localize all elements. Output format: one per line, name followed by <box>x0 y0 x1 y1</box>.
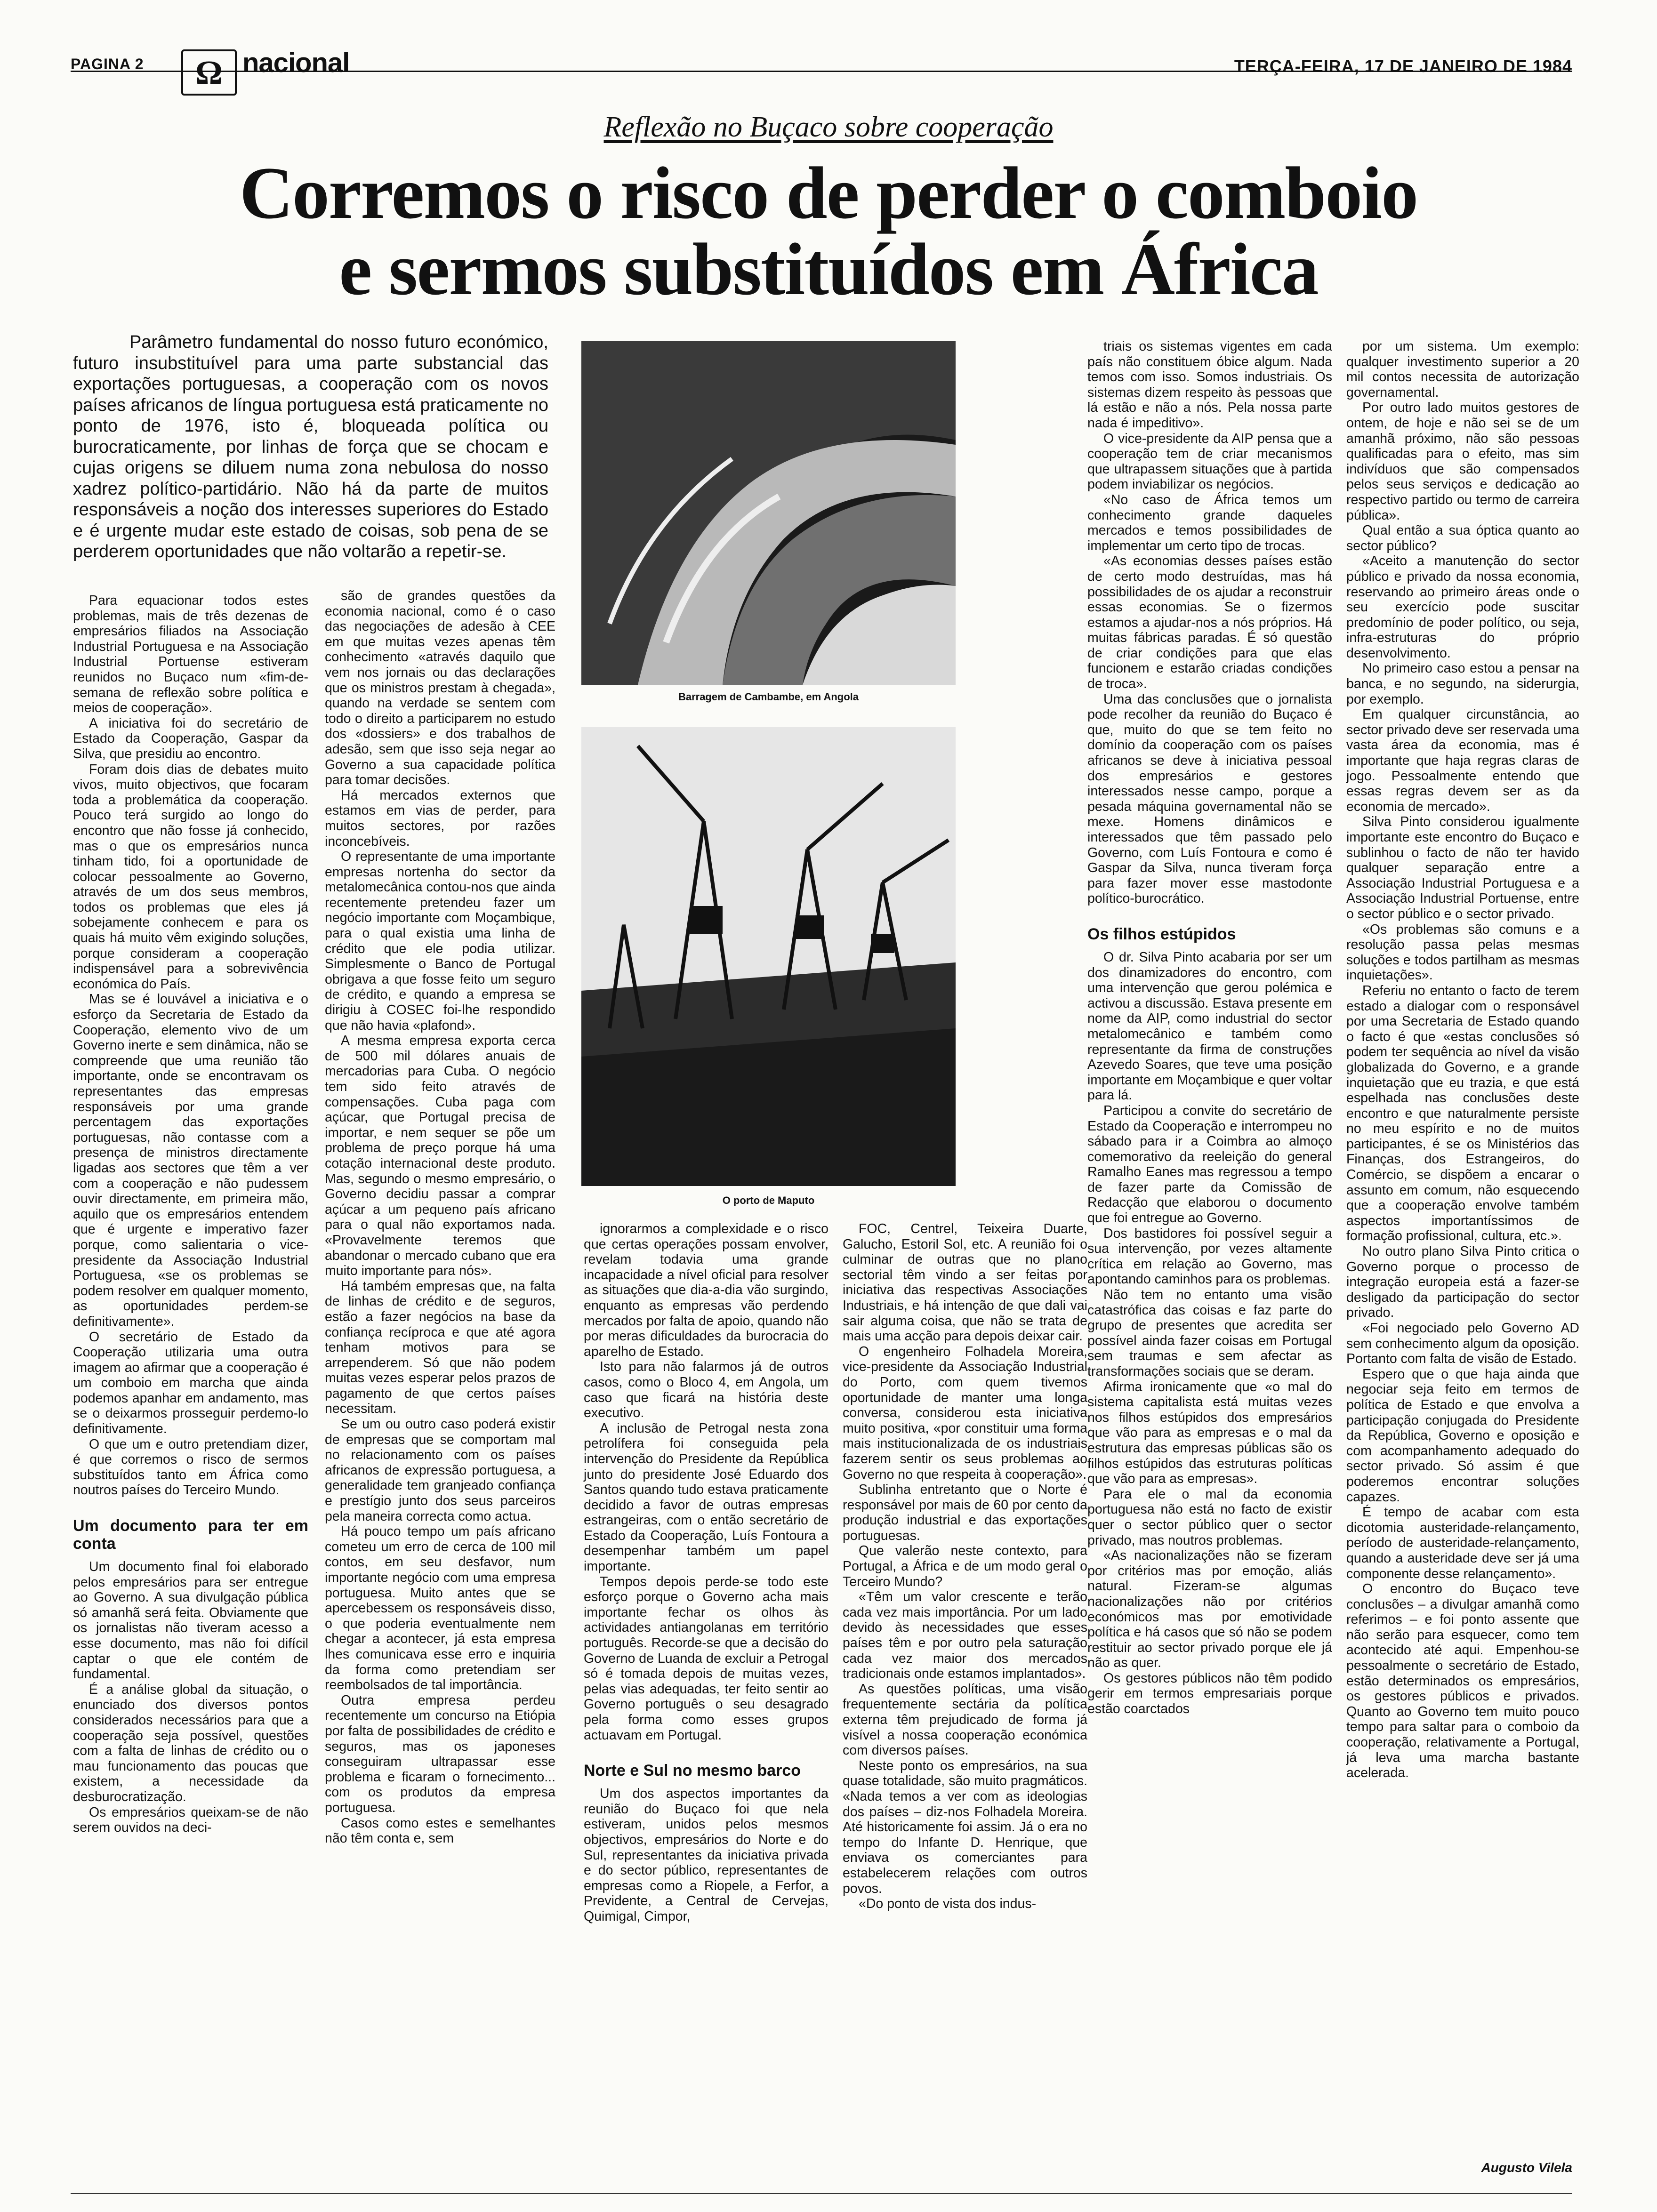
subheading-norte-sul: Norte e Sul no mesmo barco <box>584 1762 801 1780</box>
column-6 <box>1346 339 1579 1781</box>
headline <box>75 152 1582 311</box>
paragraph: Silva Pinto considerou igualmente importante este encontro do Buçaco e sublinhou o facto de não ter havido qualquer separação entre a Associação Industrial Portuguesa e a Associação Industrial Portuense, entre o sector público e o sector privado. <box>1346 814 1579 922</box>
column-3 <box>584 1221 828 1924</box>
paragraph: Tempos depois perde-se todo este esforço porque o Governo acha mais importante fechar os olhos às actividades antiangolanas em território português. Recorde-se que a decisão do Governo de Luanda de excluir a Petrogal só é tomada depois de muitas vezes, pelas vias adequadas, ter feito sentir ao Governo português o seu desagrado pela forma como esses grupos actuavam em Portugal. <box>584 1574 828 1743</box>
paragraph: Há também empresas que, na falta de linhas de crédito e de seguros, estão a fazer negócios na base da confiança recíproca e que até agora tenham motivos para se arrependerem. Só que não podem muitas vezes esperar pelos prazos de pagamento de que certos países necessitam. <box>325 1278 555 1417</box>
paragraph: «No caso de África temos um conhecimento grande daqueles mercados e temos possibilidades de implementar um certo tipo de trocas. <box>1087 492 1332 553</box>
paragraph: No primeiro caso estou a pensar na banca, e no segundo, na siderurgia, por exemplo. <box>1346 661 1579 707</box>
paragraph: Outra empresa perdeu recentemente um concurso na Etiópia por falta de possibilidades de crédito e seguros, mas os japoneses conseguiram ultrapassar esse problema e ficaram o fornecimento... com os produtos da empresa portuguesa. <box>325 1692 555 1815</box>
column-2 <box>325 588 555 1846</box>
subheading-documento: Um documento para ter em conta <box>73 1517 308 1553</box>
paragraph: Afirma ironicamente que «o mal do sistema capitalista está muitas vezes nos filhos estúpidos dos empresários que vão para as empresas e o mal da estrutura das empresas públicas são os filhos estúpidos das estruturas políticas que vão para as empresas». <box>1087 1379 1332 1487</box>
col3-body <box>584 1221 828 1743</box>
issue-date: TERÇA-FEIRA, 17 DE JANEIRO DE 1984 <box>1234 56 1572 76</box>
paragraph: FOC, Centrel, Teixeira Duarte, Galucho, Estoril Sol, etc. A reunião foi o culminar de outras que no plano sectorial têm vindo a ser feitas por iniciativa das respectivas Associações Industriais, e há intenção de que dali vai sair alguma coisa, que não se trata de mais uma acção para depois deixar cair. <box>843 1221 1087 1344</box>
column-1 <box>73 593 308 1835</box>
byline: Augusto Vilela <box>1481 2160 1572 2175</box>
page-number: PAGINA 2 <box>71 56 144 72</box>
port-illustration <box>581 727 956 1186</box>
paragraph: Dos bastidores foi possível seguir a sua intervenção, por vezes altamente crítica em relação ao Governo, mas apontando caminhos para os problemas. <box>1087 1226 1332 1287</box>
paragraph: Não tem no entanto uma visão catastrófica das coisas e faz parte do grupo de presentes que acredita ser possível ainda fazer coisas em Portugal sem traumas e sem afectar as transformações sociais que se deram. <box>1087 1287 1332 1379</box>
paragraph: O secretário de Estado da Cooperação utilizaria uma outra imagem ao afirmar que a cooperação é um comboio em marcha que ainda podemos apanhar em andamento, mas se o deixarmos prosseguir perdemo-lo definitivamente. <box>73 1329 308 1437</box>
headline-line-2: e sermos substituídos em África <box>339 228 1318 311</box>
paragraph: Neste ponto os empresários, na sua quase totalidade, são muito pragmáticos. «Nada temos a ver com as ideologias dos países – diz-nos Folhadela Moreira. Até historicamente foi assim. Já o era no tempo do Infante D. Henrique, que enviava os comerciantes para estabelecerem relações com outros povos. <box>843 1758 1087 1896</box>
paragraph: Há pouco tempo um país africano cometeu um erro de cerca de 100 mil contos, em seu desfavor, num importante negócio com uma empresa portuguesa. Muito antes que se apercebessem os responsáveis disso, o que poderia eventualmente nem chegar a acontecer, já esta empresa lhes comunicava esse erro e inquiria da forma como pretendiam ser reembolsados de tal importância. <box>325 1524 555 1693</box>
col1b-body <box>73 1559 308 1835</box>
col3b-body <box>584 1786 828 1924</box>
paragraph: Espero que o que haja ainda que negociar seja feito em termos de política de Estado e que envolva a participação conjugada do Presidente da República, Governo e oposição e com acompanhamento adequado do sector privado. Só assim é que poderemos encontrar soluções capazes. <box>1346 1366 1579 1505</box>
paragraph: Mas se é louvável a iniciativa e o esforço da Secretaria de Estado da Cooperação, elemento vivo de um Governo inerte e sem dinâmica, não se compreende que uma reunião tão importante, onde se encontravam os representantes das empresas responsáveis por uma grande percentagem das exportações portuguesas, não contasse com a presença de ministros directamente ligadas aos sectores que têm a ver com a cooperação e não pudessem ouvir directamente, em primeira mão, aquilo que os empresários entendem que é urgente e imperativo fazer porque, como salientaria o vice-presidente da Associação Industrial Portuguesa, «se os problemas se podem resolver em qualquer momento, as oportunidades perdem-se definitivamente». <box>73 992 308 1329</box>
col5b-body <box>1087 950 1332 1717</box>
paragraph: A inclusão de Petrogal nesta zona petrolífera foi conseguida pela intervenção do Presidente da República junto do presidente José Eduardo dos Santos quando tudo estava praticamente decidido a favor de outras empresas estrangeiras, com o então secretário de Estado da Cooperação, Luís Fontoura a desempenhar também um papel importante. <box>584 1420 828 1574</box>
paragraph: Um documento final foi elaborado pelos empresários para ser entregue ao Governo. A sua divulgação pública só amanhã será feita. Obviamente que os jornalistas não tiveram acesso a esse documento, mas não foi difícil captar o que ele contém de fundamental. <box>73 1559 308 1682</box>
paragraph: A iniciativa foi do secretário de Estado da Cooperação, Gaspar da Silva, que presidiu ao encontro. <box>73 715 308 761</box>
paragraph: Sublinha entretanto que o Norte é responsável por mais de 60 por cento da produção industrial e das exportações portuguesas. <box>843 1482 1087 1543</box>
paragraph: «Do ponto de vista dos indus- <box>859 1896 1037 1912</box>
paragraph: «As nacionalizações não se fizeram por critérios mas por emoção, aliás natural. Fizeram-se algumas nacionalizações não por critérios económicos mas por emotividade política e há casos que só não se podem restituir ao sector privado porque ele já não as quer. <box>1087 1548 1332 1671</box>
paragraph: No outro plano Silva Pinto critica o Governo porque o processo de integração europeia está a fazer-se desligado da participação do sector privado. <box>1346 1244 1579 1321</box>
paragraph: «As economias desses países estão de certo modo destruídas, mas há possibilidades de os ajudar a reconstruir essas economias. Se o fizermos estamos a ajudar-nos a nós próprios. Há muitas fábricas paradas. É só questão de criar condições para que elas funcionem e estarão criadas condições de troca». <box>1087 553 1332 692</box>
paragraph: «Os problemas são comuns e a resolução passa pelas mesmas soluções e todos partilham as mesmas inquietações». <box>1346 922 1579 983</box>
paragraph: O dr. Silva Pinto acabaria por ser um dos dinamizadores do encontro, com uma intervenção que gerou polémica e activou a discussão. Estava presente em nome da AIP, como industrial do sector metalomecânico e também como representante da firma de construções Azevedo Soares, que teve uma posição importante em Moçambique e quer voltar para lá. <box>1087 949 1332 1103</box>
paragraph: Por outro lado muitos gestores de ontem, de hoje e não sei se de um amanhã próximo, não são pessoas qualificadas para o efeito, mas sim indivíduos que são compensados pelos seus serviços e dedicação ao respectivo partido ou termo de carreira pública». <box>1346 400 1579 523</box>
paragraph: O que um e outro pretendiam dizer, é que corremos o risco de sermos substituídos tanto em África como noutros países do Terceiro Mundo. <box>73 1436 308 1498</box>
paragraph: triais os sistemas vigentes em cada país não constituem óbice algum. Nada temos com isso. Somos industriais. Os sistemas dizem respeito às pessoas que lá estão e não a nós. Pela nossa parte nada é impeditivo». <box>1087 339 1332 431</box>
col6-body <box>1346 339 1579 1781</box>
footer-rule <box>71 2193 1572 2194</box>
paragraph: são de grandes questões da economia nacional, como é o caso das negociações de adesão à CEE em que muitas vezes apenas têm conhecimento «através daquilo que vem nos jornais ou das declarações que os ministros prestam à chegada», quando na verdade se sentem com todo o direito a participarem no estudo dos «dossiers» e dos trabalhos de adesão, sem que isso seja negar ao Governo a sua capacidade política para tomar decisões. <box>325 588 555 788</box>
col1-body <box>73 593 308 1498</box>
paragraph: Qual então a sua óptica quanto ao sector público? <box>1346 523 1579 553</box>
paragraph: Que valerão neste contexto, para Portugal, a África e de um modo geral o Terceiro Mundo? <box>843 1543 1087 1589</box>
paragraph: Os empresários queixam-se de não serem ouvidos na deci- <box>73 1804 308 1835</box>
paragraph: É a análise global da situação, o enunciado dos diversos pontos considerados necessários para que a cooperação seja possível, questões com a falta de linhas de crédito ou o mau funcionamento das poucas que existem, a necessidade da desburocratização. <box>73 1682 308 1804</box>
paragraph: Participou a convite do secretário de Estado da Cooperação e interrompeu no sábado para ir a Coimbra ao almoço comemorativo da reeleição do general Ramalho Eanes mas regressou a tempo de fazer parte da Comissão de Redacção que elaborou o documento que foi entregue ao Governo. <box>1087 1103 1332 1226</box>
column-4 <box>843 1221 1087 1912</box>
paragraph: O representante de uma importante empresas nortenha do sector da metalomecânica contou-nos que ainda recentemente pretendeu fazer um negócio importante com Moçambique, para o qual existia uma linha de crédito que ele podia utilizar. Simplesmente o Banco de Portugal obrigava a que fosse feito um seguro de crédito, e quando a empresa se dirigiu à COSEC foi-lhe respondido que não havia «plafond». <box>325 849 555 1033</box>
newspaper-logo <box>181 49 237 96</box>
col2-body <box>325 588 555 1846</box>
subheading-filhos: Os filhos estúpidos <box>1087 925 1236 943</box>
paragraph: por um sistema. Um exemplo: qualquer investimento superior a 20 mil contos necessita de autorização governamental. <box>1346 339 1579 400</box>
paragraph: É tempo de acabar com esta dicotomia austeridade-relançamento, período de austeridade-relançamento, quando a austeridade deve ser já uma componente desse relançamento». <box>1346 1505 1579 1581</box>
paragraph: Uma das conclusões que o jornalista pode recolher da reunião do Buçaco é que, muito do que se tem feito no domínio da cooperação com os países africanos se deve à iniciativa pessoal dos empresários e gestores interessados nesse campo, porque a pesada máquina governamental não se mexe. Homens dinâmicos e interessados que têm passado pelo Governo, com Luís Fontoura e como é Gaspar da Silva, nunca tiveram força para fazer mover esse mastodonte político-burocrático. <box>1087 691 1332 906</box>
logo-glyph: Ω <box>195 54 223 91</box>
paragraph: «Aceito a manutenção do sector público e privado da nossa economia, reservando ao primeiro áreas onde o seu exercício pode suscitar predomínio de poder político, ou seja, infra-estruturas do próprio desenvolvimento. <box>1346 553 1579 661</box>
col5-body <box>1087 339 1332 906</box>
paragraph: A mesma empresa exporta cerca de 500 mil dólares anuais de mercadorias para Cuba. O negócio tem sido feito através de compensações. Cuba paga com açúcar, que Portugal precisa de importar, e nem sequer se põe um problema de preço porque há uma cotação internacional deste produto. Mas, segundo o mesmo empresário, o Governo decidiu passar a comprar açúcar a um pequeno país africano para o qual não exportamos nada. «Provavelmente teremos que abandonar o mercado cubano que era muito importante para nós». <box>325 1033 555 1279</box>
photo-dam <box>581 341 956 685</box>
paragraph: Os gestores públicos não têm podido gerir em termos empresariais porque estão coarctados <box>1087 1670 1332 1717</box>
paragraph: Em qualquer circunstância, ao sector privado deve ser reservada uma vasta área da economia, mas é importante que haja regras claras de jogo. Pessoalmente entendo que essas regras devem ser as da economia de mercado». <box>1346 707 1579 814</box>
lead-paragraph: Parâmetro fundamental do nosso futuro económico, futuro insubstituível para uma parte substancial das exportações portuguesas, a cooperação com os novos países africanos de língua portuguesa está praticamente no ponto de 1976, isto é, bloqueada política ou burocraticamente, por linhas de força que se chocam e cujas origens se diluem numa zona nebulosa do nosso xadrez político-partidário. Não há da parte de muitos responsáveis a noção dos interesses superiores do Estado e é urgente mudar este estado de coisas, sob pena de se perderem oportunidades que não voltarão a repetir-se. <box>73 332 548 561</box>
paragraph: O vice-presidente da AIP pensa que a cooperação tem de criar mecanismos que ultrapassem situações que à partida podem inviabilizar os negócios. <box>1087 431 1332 492</box>
masthead-rule <box>71 71 1572 72</box>
kicker: Reflexão no Buçaco sobre cooperação <box>603 111 1054 143</box>
paragraph: Há mercados externos que estamos em vias de perder, para muitos sectores, por razões inconcebíveis. <box>325 787 555 849</box>
section-name: nacional <box>242 48 350 78</box>
paragraph: Se um ou outro caso poderá existir de empresas que se comportam mal no relacionamento com os países africanos de expressão portuguesa, a generalidade tem granjeado confiança e prestígio junto dos seus parceiros pela maneira correcta como actua. <box>325 1417 555 1524</box>
paragraph: Foram dois dias de debates muito vivos, muito objectivos, que focaram toda a problemática da cooperação. Pouco terá surgido ao longo do encontro que não fosse já conhecido, mas o que os empresários nunca tinham tido, foi a oportunidade de colocar pessoalmente ao Governo, através de um dos seus membros, todos os problemas que eles já sobejamente conhecem e para os quais há muito vêm exigindo soluções, porque consideram a cooperação indispensável para a sobrevivência económica do País. <box>73 761 308 992</box>
paragraph: «Foi negociado pelo Governo AD sem conhecimento algum da oposição. Portanto com falta de visão de Estado. <box>1346 1321 1579 1367</box>
paragraph: Para ele o mal da economia portuguesa não está no facto de existir quer o sector público quer o sector privado, mas noutros problemas. <box>1087 1486 1332 1548</box>
paragraph: Referiu no entanto o facto de terem estado a dialogar com o responsável por uma Secretaria de Estado quando o facto é que «estas conclusões só podem ter sequência ao nível da visão globalizada do Governo, e a grande inquietação que eu trazia, e que está espelhada nas conclusões deste encontro e que naturalmente persiste no meu espírito e no de muitos participantes, é se os Ministérios das Finanças, dos Estrangeiros, do Comércio, se dispõem a encarar o assunto em comum, não esquecendo que a cooperação envolve também aspectos importantíssimos de formação profissional, cultura, etc.». <box>1346 983 1579 1244</box>
paragraph: ignorarmos a complexidade e o risco que certas operações possam envolver, revelam todavia uma grande incapacidade a nível oficial para resolver as situações que dia-a-dia vão surgindo, enquanto as empresas vão perdendo mercados por falta de apoio, quando não por meras dificuldades da burocracia do aparelho de Estado. <box>584 1221 828 1359</box>
photo-dam-caption: Barragem de Cambambe, em Angola <box>678 691 859 703</box>
paragraph: O engenheiro Folhadela Moreira, vice-presidente da Associação Industrial do Porto, com quem tivemos oportunidade de manter uma longa conversa, considerou esta iniciativa muito positiva, «por constituir uma forma mais institucionalizada de os industriais fazerem sentir os seus problemas ao Governo no que respeita à cooperação». <box>843 1344 1087 1482</box>
paragraph: Para equacionar todos estes problemas, mais de três dezenas de empresários filiados na Associação Industrial Portuguesa e na Associação Industrial Portuense estiveram reunidos no Buçaco num «fim-de-semana de reflexão sobre política e meios de cooperação». <box>73 593 308 716</box>
column-5 <box>1087 339 1332 1717</box>
photo-port-caption: O porto de Maputo <box>722 1194 815 1206</box>
paragraph: «Têm um valor crescente e terão cada vez mais importância. Por um lado devido às necessidades que esses países têm e por outro pela saturação cada vez maior dos mercados tradicionais onde estamos implantados». <box>843 1589 1087 1682</box>
headline-line-1: Corremos o risco de perder o comboio <box>239 152 1418 234</box>
paragraph: Um dos aspectos importantes da reunião do Buçaco foi que nela estiveram, unidos pelos mesmos objectivos, empresários do Norte e do Sul, representantes da iniciativa privada e do sector público, representantes de empresas como a Riopele, a Ferfor, a Previdente, a Central de Cervejas, Quimigal, Cimpor, <box>584 1786 828 1924</box>
dam-illustration <box>581 341 956 685</box>
paragraph: O encontro do Buçaco teve conclusões – a divulgar amanhã como referimos – e foi ponto assente que não serão para esquecer, como tem acontecido até aqui. Empenhou-se pessoalmente o secretário de Estado, estão determinados os empresários, os gestores públicos e privados. Quanto ao Governo tem muito pouco tempo para saltar para o comboio da cooperação, relativamente a Portugal, já leva uma marcha bastante acelerada. <box>1346 1581 1579 1781</box>
photo-port <box>581 727 956 1186</box>
paragraph: Casos como estes e semelhantes não têm conta e, sem <box>325 1815 555 1846</box>
paragraph: Isto para não falarmos já de outros casos, como o Bloco 4, em Angola, um caso que ficará na história deste executivo. <box>584 1359 828 1421</box>
col4-body <box>843 1221 1087 1912</box>
paragraph: As questões políticas, uma visão frequentemente sectária da política externa têm prejudicado de forma já visível a nossa cooperação económica com diversos países. <box>843 1681 1087 1758</box>
